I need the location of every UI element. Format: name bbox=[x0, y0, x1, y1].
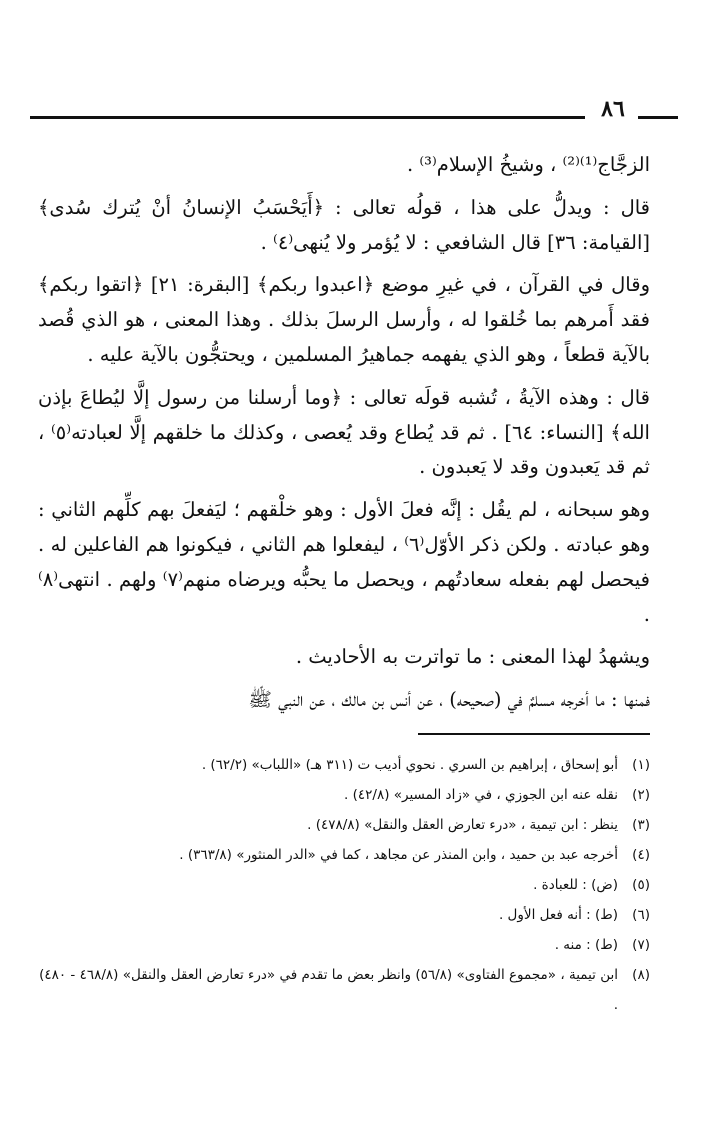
footnote-number: (٣) bbox=[632, 817, 650, 833]
footnote-item bbox=[38, 960, 650, 1020]
footnote-item bbox=[38, 870, 650, 900]
paragraph: فمنها : ما أخرجه مسلمٌ في (صحيحه) ، عن أنس بن مالك ، عن النبي ﷺ bbox=[248, 688, 650, 712]
footnote-item bbox=[38, 840, 650, 870]
footnote-item bbox=[38, 930, 650, 960]
footnote-text: (ض) : للعبادة . bbox=[533, 877, 618, 893]
footnote-number: (٨) bbox=[632, 967, 650, 983]
footnote-text: نقله عنه ابن الجوزي ، في «زاد المسير» (٤٢/٨) . bbox=[344, 787, 618, 803]
paragraph: الزجَّاج⁽¹⁾⁽²⁾ ، وشيخُ الإسلام⁽³⁾ . bbox=[406, 153, 650, 176]
footnote-item bbox=[38, 900, 650, 930]
paragraph: وهو سبحانه ، لم يقُل : إنَّه فعلَ الأول : وهو خلْقهم ؛ ليَفعلَ بهم كلِّهم الثاني : وهو عبادته . ولكن ذكر الأوّل⁽٦⁾ ، ليفعلوا هم الثاني ، فيكونوا هم الفاعلين له . فيحصل لهم بفعله سعادتُهم ، ويحصل ما يحبُّه ويرضاه منهم⁽٧⁾ ولهم . انتهى⁽٨⁾ . bbox=[38, 498, 650, 626]
footnote-text: ينظر : ابن تيمية ، «درء تعارض العقل والنقل» (٤٧٨/٨) . bbox=[307, 817, 618, 833]
footnote-number: (٥) bbox=[632, 877, 650, 893]
footnotes bbox=[38, 750, 650, 1020]
header-rule-short bbox=[638, 116, 678, 119]
footnote-number: (١) bbox=[632, 757, 650, 773]
page-header bbox=[30, 96, 650, 124]
footnote-text: أخرجه عبد بن حميد ، وابن المنذر عن مجاهد ، كما في «الدر المنثور» (٣٦٣/٨) . bbox=[179, 847, 618, 863]
footnote-number: (٤) bbox=[632, 847, 650, 863]
footnote-item bbox=[38, 810, 650, 840]
footnote-text: (ط) : أنه فعل الأول . bbox=[498, 907, 618, 923]
paragraph: قال : ويدلُّ على هذا ، قولُه تعالى : ﴿أَيَحْسَبُ الإنسانُ أنْ يُترك سُدى﴾ [القيامة: ٣٦] قال الشافعي : لا يُؤمر ولا يُنهى⁽٤⁾ . bbox=[38, 195, 650, 254]
footnote-number: (٢) bbox=[632, 787, 650, 803]
footnote-item bbox=[38, 780, 650, 810]
page-number: ٨٦ bbox=[601, 96, 625, 122]
paragraph: وقال في القرآن ، في غيرِ موضع ﴿اعبدوا ربكم﴾ [البقرة: ٢١] ﴿اتقوا ربكم﴾ فقد أَمرهم بما خُلقوا له ، وأرسل الرسلَ بذلك . وهذا المعنى ، هو الذي قُصد بالآية قطعاً ، وهو الذي يفهمه جماهيرُ المسلمين ، ويحتجُّون بالآية عليه . bbox=[38, 273, 650, 366]
footnote-separator bbox=[418, 733, 650, 735]
footnote-item bbox=[38, 750, 650, 780]
footnote-number: (٧) bbox=[632, 937, 650, 953]
footnote-number: (٦) bbox=[632, 907, 650, 923]
main-text bbox=[38, 148, 650, 718]
footnote-text: ابن تيمية ، «مجموع الفتاوى» (٥٦/٨) وانظر بعض ما تقدم في «درء تعارض العقل والنقل» (٤٦٨/٨ - ٤٨٠) . bbox=[39, 967, 618, 1013]
paragraph: قال : وهذه الآيةُ ، تُشبه قولَه تعالى : ﴿وما أرسلنا من رسول إلَّا ليُطاعَ بإذن الله﴾ [النساء: ٦٤] . ثم قد يُطاع وقد يُعصى ، وكذلك ما خلقهم إلَّا لعبادته⁽٥⁾ ، ثم قد يَعبدون وقد لا يَعبدون . bbox=[38, 385, 650, 479]
paragraph: ويشهدُ لهذا المعنى : ما تواترت به الأحاديث . bbox=[295, 645, 650, 669]
footnote-text: (ط) : منه . bbox=[554, 937, 618, 953]
header-rule bbox=[30, 116, 585, 119]
footnote-text: أبو إسحاق ، إبراهيم بن السري . نحوي أديب ت (٣١١ هـ) «اللباب» (٦٢/٢) . bbox=[201, 757, 618, 773]
